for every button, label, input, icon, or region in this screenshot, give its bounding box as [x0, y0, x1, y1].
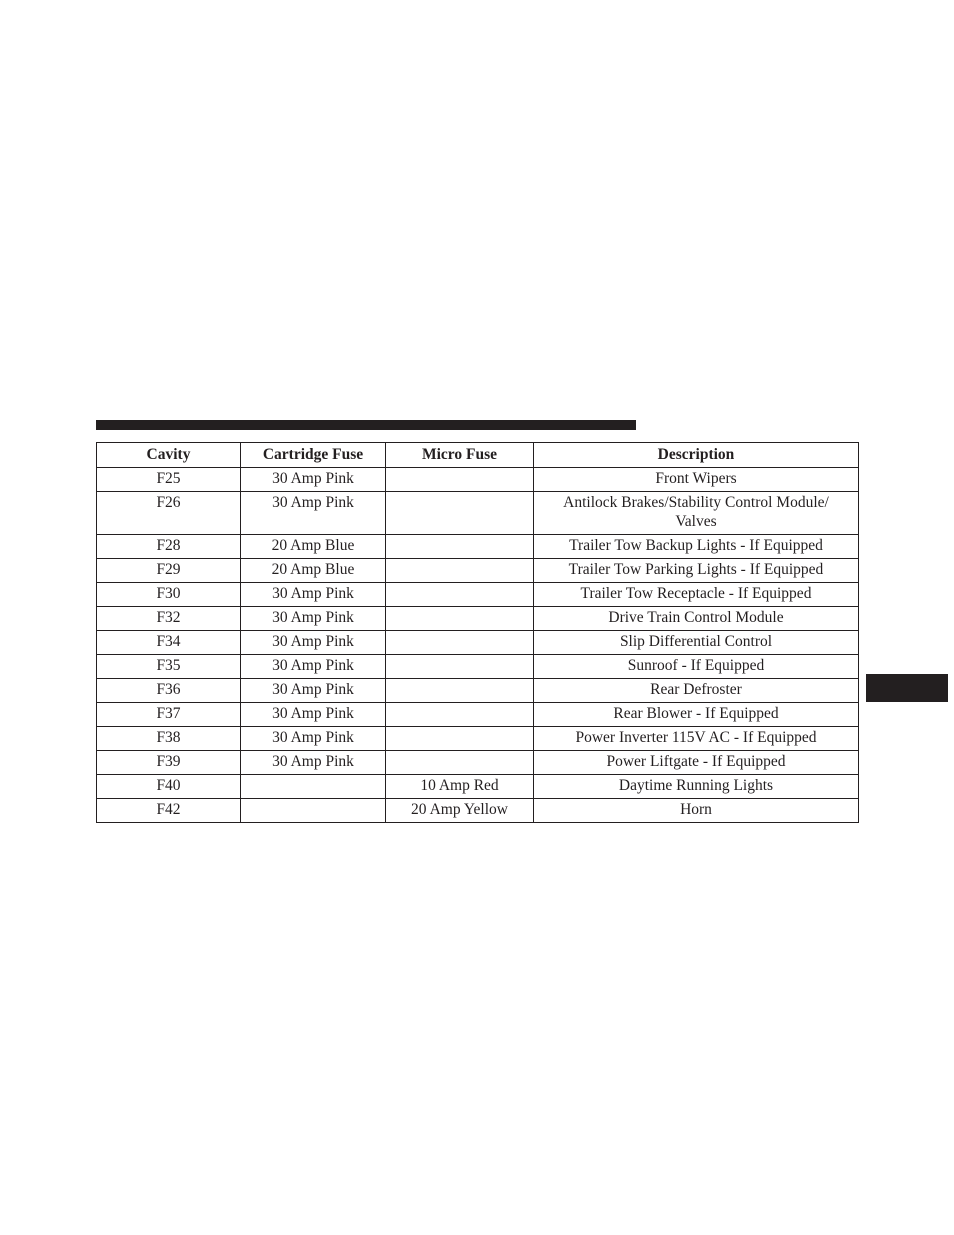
table-row	[97, 703, 859, 727]
table-row	[97, 799, 859, 823]
header-description: Description	[534, 443, 859, 468]
description-cell: Slip Differential Control	[534, 631, 859, 655]
cavity-cell: F30	[97, 583, 241, 607]
micro-fuse-cell: 10 Amp Red	[386, 775, 534, 799]
cavity-cell: F38	[97, 727, 241, 751]
table-row	[97, 751, 859, 775]
cavity-cell: F29	[97, 559, 241, 583]
table-row	[97, 583, 859, 607]
table-row	[97, 559, 859, 583]
cartridge-fuse-cell: 20 Amp Blue	[241, 535, 386, 559]
table-row	[97, 535, 859, 559]
description-cell: Trailer Tow Backup Lights - If Equipped	[534, 535, 859, 559]
cartridge-fuse-cell: 30 Amp Pink	[241, 655, 386, 679]
cavity-cell: F42	[97, 799, 241, 823]
cartridge-fuse-cell: 30 Amp Pink	[241, 492, 386, 535]
cavity-cell: F39	[97, 751, 241, 775]
micro-fuse-cell	[386, 535, 534, 559]
micro-fuse-cell	[386, 655, 534, 679]
table-row	[97, 679, 859, 703]
table-row	[97, 607, 859, 631]
cartridge-fuse-cell: 30 Amp Pink	[241, 468, 386, 492]
description-cell: Sunroof - If Equipped	[534, 655, 859, 679]
cavity-cell: F26	[97, 492, 241, 535]
micro-fuse-cell	[386, 468, 534, 492]
description-cell: Trailer Tow Receptacle - If Equipped	[534, 583, 859, 607]
cavity-cell: F32	[97, 607, 241, 631]
chapter-side-tab	[866, 674, 948, 702]
description-cell: Rear Defroster	[534, 679, 859, 703]
cartridge-fuse-cell: 30 Amp Pink	[241, 607, 386, 631]
table-row	[97, 775, 859, 799]
cavity-cell: F25	[97, 468, 241, 492]
table-row	[97, 655, 859, 679]
micro-fuse-cell: 20 Amp Yellow	[386, 799, 534, 823]
table-row	[97, 631, 859, 655]
description-cell: Front Wipers	[534, 468, 859, 492]
cartridge-fuse-cell: 30 Amp Pink	[241, 751, 386, 775]
cartridge-fuse-cell: 30 Amp Pink	[241, 679, 386, 703]
table-row	[97, 468, 859, 492]
micro-fuse-cell	[386, 607, 534, 631]
micro-fuse-cell	[386, 679, 534, 703]
cartridge-fuse-cell: 30 Amp Pink	[241, 631, 386, 655]
description-cell: Horn	[534, 799, 859, 823]
cartridge-fuse-cell: 20 Amp Blue	[241, 559, 386, 583]
micro-fuse-cell	[386, 727, 534, 751]
table-row	[97, 492, 859, 535]
section-header-bar	[96, 420, 636, 430]
micro-fuse-cell	[386, 631, 534, 655]
description-cell: Rear Blower - If Equipped	[534, 703, 859, 727]
cartridge-fuse-cell	[241, 799, 386, 823]
header-micro-fuse: Micro Fuse	[386, 443, 534, 468]
header-cavity: Cavity	[97, 443, 241, 468]
description-cell: Drive Train Control Module	[534, 607, 859, 631]
header-cartridge-fuse: Cartridge Fuse	[241, 443, 386, 468]
micro-fuse-cell	[386, 559, 534, 583]
cavity-cell: F28	[97, 535, 241, 559]
description-cell: Power Inverter 115V AC - If Equipped	[534, 727, 859, 751]
micro-fuse-cell	[386, 583, 534, 607]
table-row	[97, 727, 859, 751]
description-cell: Daytime Running Lights	[534, 775, 859, 799]
description-cell: Trailer Tow Parking Lights - If Equipped	[534, 559, 859, 583]
cartridge-fuse-cell	[241, 775, 386, 799]
cavity-cell: F34	[97, 631, 241, 655]
micro-fuse-cell	[386, 492, 534, 535]
cavity-cell: F37	[97, 703, 241, 727]
description-cell: Antilock Brakes/Stability Control Module/ Valves	[534, 492, 859, 535]
micro-fuse-cell	[386, 751, 534, 775]
cavity-cell: F35	[97, 655, 241, 679]
cavity-cell: F36	[97, 679, 241, 703]
table-header-row	[97, 443, 859, 468]
description-cell: Power Liftgate - If Equipped	[534, 751, 859, 775]
cavity-cell: F40	[97, 775, 241, 799]
cartridge-fuse-cell: 30 Amp Pink	[241, 727, 386, 751]
cartridge-fuse-cell: 30 Amp Pink	[241, 703, 386, 727]
fuse-table	[96, 442, 859, 823]
cartridge-fuse-cell: 30 Amp Pink	[241, 583, 386, 607]
micro-fuse-cell	[386, 703, 534, 727]
